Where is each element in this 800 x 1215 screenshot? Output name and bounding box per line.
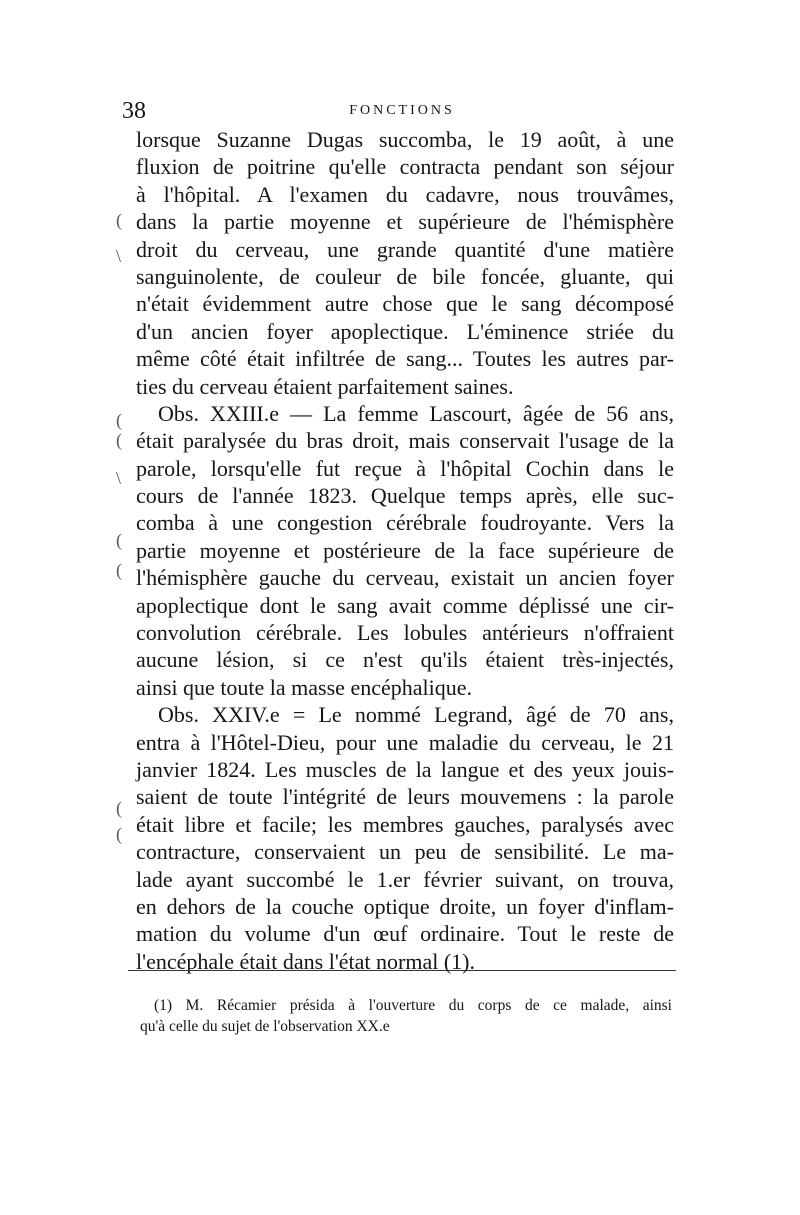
body-text	[136, 126, 674, 975]
text-line: l'encéphale était dans l'état normal (1).	[136, 948, 476, 974]
text-line: fluxion de poitrine qu'elle contracta pendant son séjour	[136, 154, 674, 180]
text-line: apoplectique dont le sang avait comme déplissé une cir-	[136, 592, 674, 618]
page-number: 38	[122, 98, 146, 124]
footnote-line: (1) M. Récamier présida à l'ouverture du corps de ce malade, ainsi	[154, 997, 672, 1014]
text-line: droit du cerveau, une grande quantité d'une matière	[136, 236, 674, 262]
text-line: sanguinolente, de couleur de bile foncée, gluante, qui	[136, 263, 674, 289]
margin-bracket-mark: (	[116, 824, 122, 844]
text-line: entra à l'Hôtel-Dieu, pour une maladie du cerveau, le 21	[136, 729, 674, 755]
footnote-rule	[128, 970, 676, 971]
text-line: aucune lésion, si ce n'est qu'ils étaient très-injectés,	[136, 647, 674, 673]
margin-bracket-mark: \	[116, 246, 122, 266]
text-line: mation du volume d'un œuf ordinaire. Tout le reste de	[136, 921, 674, 947]
text-line: était libre et facile; les membres gauches, paralysés avec	[136, 811, 674, 837]
margin-bracket-mark: (	[116, 798, 122, 818]
observation-heading-line: Obs. XXIII.e — La femme Lascourt, âgée de 56 ans,	[158, 400, 674, 426]
text-line: d'un ancien foyer apoplectique. L'éminence striée du	[136, 318, 674, 344]
margin-bracket-mark: (	[116, 210, 122, 230]
margin-bracket-mark: (	[116, 560, 122, 580]
text-line: était paralysée du bras droit, mais conservait l'usage de la	[136, 428, 674, 454]
text-line: partie moyenne et postérieure de la face supérieure de	[136, 537, 674, 563]
text-line: ties du cerveau étaient parfaitement saines.	[136, 373, 514, 399]
running-title: FONCTIONS	[349, 103, 455, 118]
margin-bracket-mark: \	[116, 468, 122, 488]
text-line: n'était évidemment autre chose que le sang décomposé	[136, 291, 674, 317]
margin-bracket-mark: (	[116, 430, 122, 450]
text-line: contracture, conservaient un peu de sensibilité. Le ma-	[136, 839, 674, 865]
text-line: janvier 1824. Les muscles de la langue et des yeux jouis-	[136, 756, 674, 782]
text-line: l'hémisphère gauche du cerveau, existait un ancien foyer	[136, 565, 674, 591]
text-line: à l'hôpital. A l'examen du cadavre, nous trouvâmes,	[136, 181, 674, 207]
margin-bracket-mark: (	[116, 530, 122, 550]
text-line: convolution cérébrale. Les lobules antérieurs n'offraient	[136, 620, 674, 646]
footnote-line: qu'à celle du sujet de l'observation XX.e	[140, 1018, 390, 1035]
text-line: saient de toute l'intégrité de leurs mouvemens : la parole	[136, 784, 674, 810]
observation-heading-line: Obs. XXIV.e = Le nommé Legrand, âgé de 70 ans,	[158, 702, 674, 728]
margin-bracket-mark: (	[116, 410, 122, 430]
text-line: même côté était infiltrée de sang... Toutes les autres par-	[136, 346, 674, 372]
text-line: en dehors de la couche optique droite, un foyer d'inflam-	[136, 893, 674, 919]
text-line: lorsque Suzanne Dugas succomba, le 19 août, à une	[136, 127, 674, 152]
text-line: cours de l'année 1823. Quelque temps après, elle suc-	[136, 483, 674, 509]
text-line: dans la partie moyenne et supérieure de l'hémisphère	[136, 209, 674, 235]
text-line: comba à une congestion cérébrale foudroyante. Vers la	[136, 510, 674, 536]
text-line: ainsi que toute la masse encéphalique.	[136, 674, 472, 700]
text-line: lade ayant succombé le 1.er février suivant, on trouva,	[136, 866, 674, 892]
footnote	[140, 995, 672, 1037]
running-head	[122, 96, 682, 126]
text-line: parole, lorsqu'elle fut reçue à l'hôpital Cochin dans le	[136, 455, 674, 481]
